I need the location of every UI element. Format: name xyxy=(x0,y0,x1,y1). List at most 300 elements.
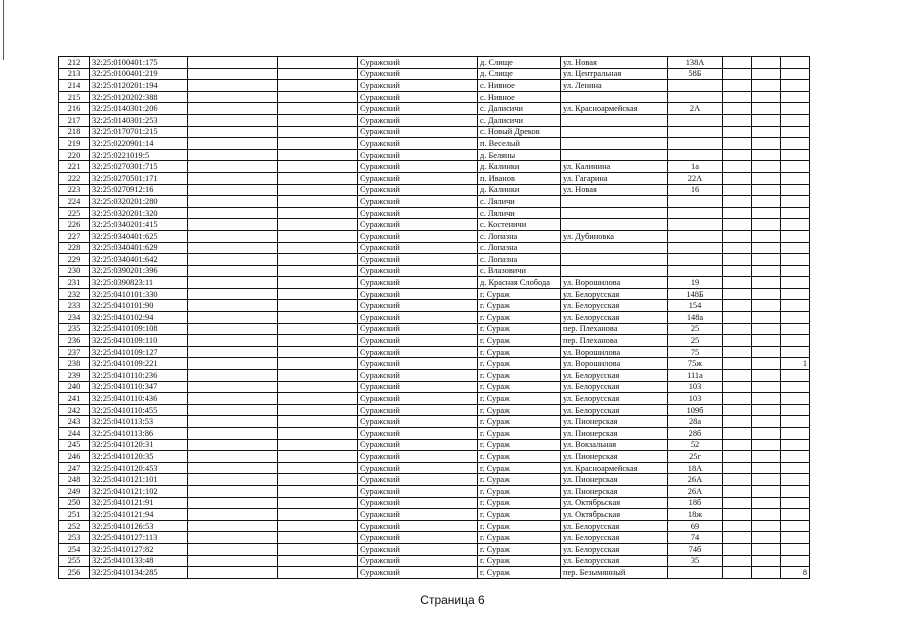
street-cell: ул. Пионерская xyxy=(561,451,668,463)
street-cell xyxy=(561,265,668,277)
district-cell: Суражский xyxy=(358,346,478,358)
row-number-cell: 223 xyxy=(59,184,90,196)
extra-count-cell xyxy=(781,230,810,242)
locality-cell: п. Веселый xyxy=(478,138,561,150)
district-cell: Суражский xyxy=(358,323,478,335)
house-number-cell xyxy=(668,114,723,126)
extra-count-cell xyxy=(781,57,810,69)
locality-cell: г. Сураж xyxy=(478,428,561,440)
district-cell: Суражский xyxy=(358,172,478,184)
district-cell: Суражский xyxy=(358,80,478,92)
row-number-cell: 247 xyxy=(59,462,90,474)
extra-count-cell xyxy=(781,114,810,126)
blank-cell xyxy=(188,312,278,324)
cadastral-number-cell: 32:25:0340401:625 xyxy=(90,230,188,242)
table-row xyxy=(59,358,810,370)
row-number-cell: 238 xyxy=(59,358,90,370)
row-number-cell: 239 xyxy=(59,370,90,382)
cadastral-number-cell: 32:25:0410121:91 xyxy=(90,497,188,509)
cadastral-number-cell: 32:25:0390201:396 xyxy=(90,265,188,277)
table-row xyxy=(59,567,810,579)
extra-cell xyxy=(752,126,781,138)
district-cell: Суражский xyxy=(358,416,478,428)
cadastral-number-cell: 32:25:0410110:455 xyxy=(90,404,188,416)
extra-count-cell xyxy=(781,103,810,115)
locality-cell: г. Сураж xyxy=(478,416,561,428)
extra-cell xyxy=(752,346,781,358)
locality-cell: г. Сураж xyxy=(478,462,561,474)
blank-cell xyxy=(188,161,278,173)
margin-rule xyxy=(3,0,4,60)
house-number-cell: 75 xyxy=(668,346,723,358)
street-cell: ул. Ленина xyxy=(561,80,668,92)
table-row xyxy=(59,149,810,161)
blank-cell xyxy=(188,207,278,219)
cadastral-number-cell: 32:25:0221019:5 xyxy=(90,149,188,161)
house-number-cell: 148а xyxy=(668,312,723,324)
blank-cell xyxy=(278,462,358,474)
extra-cell xyxy=(723,300,752,312)
extra-cell xyxy=(752,80,781,92)
house-number-cell: 111а xyxy=(668,370,723,382)
street-cell: ул. Белорусская xyxy=(561,404,668,416)
table-row xyxy=(59,114,810,126)
table-row xyxy=(59,103,810,115)
extra-cell xyxy=(752,404,781,416)
row-number-cell: 215 xyxy=(59,91,90,103)
house-number-cell: 58Б xyxy=(668,68,723,80)
district-cell: Суражский xyxy=(358,370,478,382)
locality-cell: г. Сураж xyxy=(478,312,561,324)
extra-cell xyxy=(723,57,752,69)
street-cell: ул. Дубиновка xyxy=(561,230,668,242)
extra-cell xyxy=(752,230,781,242)
extra-cell xyxy=(723,219,752,231)
cadastral-number-cell: 32:25:0410101:90 xyxy=(90,300,188,312)
blank-cell xyxy=(188,242,278,254)
street-cell: ул. Красноармейская xyxy=(561,462,668,474)
blank-cell xyxy=(278,439,358,451)
locality-cell: с. Лопазна xyxy=(478,254,561,266)
table-row xyxy=(59,230,810,242)
blank-cell xyxy=(278,207,358,219)
extra-cell xyxy=(752,381,781,393)
blank-cell xyxy=(278,172,358,184)
street-cell xyxy=(561,219,668,231)
table-row xyxy=(59,555,810,567)
locality-cell: г. Сураж xyxy=(478,393,561,405)
extra-cell xyxy=(723,555,752,567)
house-number-cell: 74б xyxy=(668,543,723,555)
blank-cell xyxy=(188,265,278,277)
row-number-cell: 218 xyxy=(59,126,90,138)
cadastral-number-cell: 32:25:0120201:194 xyxy=(90,80,188,92)
cadastral-number-cell: 32:25:0320201:280 xyxy=(90,196,188,208)
blank-cell xyxy=(278,80,358,92)
row-number-cell: 252 xyxy=(59,520,90,532)
extra-cell xyxy=(723,381,752,393)
extra-cell xyxy=(723,404,752,416)
extra-cell xyxy=(723,335,752,347)
blank-cell xyxy=(188,439,278,451)
row-number-cell: 221 xyxy=(59,161,90,173)
district-cell: Суражский xyxy=(358,567,478,579)
extra-cell xyxy=(723,161,752,173)
extra-cell xyxy=(723,323,752,335)
district-cell: Суражский xyxy=(358,312,478,324)
blank-cell xyxy=(188,485,278,497)
extra-cell xyxy=(723,497,752,509)
street-cell: ул. Вокзальная xyxy=(561,439,668,451)
house-number-cell: 109б xyxy=(668,404,723,416)
extra-cell xyxy=(723,103,752,115)
cadastral-number-cell: 32:25:0410101:330 xyxy=(90,288,188,300)
extra-cell xyxy=(752,439,781,451)
extra-count-cell: 1 xyxy=(781,358,810,370)
cadastral-number-cell: 32:25:0100401:219 xyxy=(90,68,188,80)
house-number-cell xyxy=(668,254,723,266)
blank-cell xyxy=(278,370,358,382)
page-number: Страница 6 xyxy=(420,593,485,607)
row-number-cell: 236 xyxy=(59,335,90,347)
blank-cell xyxy=(278,161,358,173)
district-cell: Суражский xyxy=(358,91,478,103)
blank-cell xyxy=(188,57,278,69)
blank-cell xyxy=(278,346,358,358)
district-cell: Суражский xyxy=(358,184,478,196)
district-cell: Суражский xyxy=(358,439,478,451)
locality-cell: г. Сураж xyxy=(478,300,561,312)
locality-cell: с. Далисичи xyxy=(478,103,561,115)
table-row xyxy=(59,172,810,184)
row-number-cell: 228 xyxy=(59,242,90,254)
extra-cell xyxy=(752,543,781,555)
cadastral-number-cell: 32:25:0410110:436 xyxy=(90,393,188,405)
street-cell: пер. Безымянный xyxy=(561,567,668,579)
cadastral-number-cell: 32:25:0410133:48 xyxy=(90,555,188,567)
house-number-cell: 52 xyxy=(668,439,723,451)
house-number-cell: 25 xyxy=(668,323,723,335)
locality-cell: с. Ляличи xyxy=(478,207,561,219)
extra-cell xyxy=(752,207,781,219)
locality-cell: г. Сураж xyxy=(478,335,561,347)
blank-cell xyxy=(278,381,358,393)
extra-cell xyxy=(723,462,752,474)
locality-cell: с. Костеничи xyxy=(478,219,561,231)
district-cell: Суражский xyxy=(358,196,478,208)
blank-cell xyxy=(278,416,358,428)
row-number-cell: 220 xyxy=(59,149,90,161)
blank-cell xyxy=(188,103,278,115)
house-number-cell: 74 xyxy=(668,532,723,544)
extra-cell xyxy=(723,543,752,555)
district-cell: Суражский xyxy=(358,520,478,532)
row-number-cell: 232 xyxy=(59,288,90,300)
extra-count-cell xyxy=(781,439,810,451)
cadastral-number-cell: 32:25:0410109:110 xyxy=(90,335,188,347)
row-number-cell: 216 xyxy=(59,103,90,115)
table-row xyxy=(59,451,810,463)
extra-count-cell xyxy=(781,219,810,231)
district-cell: Суражский xyxy=(358,68,478,80)
locality-cell: г. Сураж xyxy=(478,497,561,509)
extra-cell xyxy=(723,346,752,358)
blank-cell xyxy=(278,57,358,69)
locality-cell: г. Сураж xyxy=(478,485,561,497)
extra-cell xyxy=(723,138,752,150)
table-row xyxy=(59,300,810,312)
district-cell: Суражский xyxy=(358,254,478,266)
table-row xyxy=(59,462,810,474)
row-number-cell: 254 xyxy=(59,543,90,555)
extra-cell xyxy=(752,114,781,126)
district-cell: Суражский xyxy=(358,242,478,254)
table-row xyxy=(59,254,810,266)
row-number-cell: 250 xyxy=(59,497,90,509)
row-number-cell: 213 xyxy=(59,68,90,80)
cadastral-number-cell: 32:25:0410109:127 xyxy=(90,346,188,358)
blank-cell xyxy=(188,138,278,150)
table-row xyxy=(59,532,810,544)
blank-cell xyxy=(188,126,278,138)
district-cell: Суражский xyxy=(358,126,478,138)
locality-cell: г. Сураж xyxy=(478,532,561,544)
house-number-cell: 138А xyxy=(668,57,723,69)
table-row xyxy=(59,323,810,335)
extra-cell xyxy=(752,277,781,289)
blank-cell xyxy=(278,555,358,567)
extra-count-cell xyxy=(781,404,810,416)
row-number-cell: 241 xyxy=(59,393,90,405)
extra-cell xyxy=(723,126,752,138)
house-number-cell: 35 xyxy=(668,555,723,567)
extra-count-cell xyxy=(781,462,810,474)
extra-cell xyxy=(752,265,781,277)
blank-cell xyxy=(278,230,358,242)
district-cell: Суражский xyxy=(358,428,478,440)
table-row xyxy=(59,196,810,208)
street-cell: ул. Ворошилова xyxy=(561,277,668,289)
district-cell: Суражский xyxy=(358,300,478,312)
table-row xyxy=(59,346,810,358)
locality-cell: п. Иванов xyxy=(478,172,561,184)
extra-cell xyxy=(723,288,752,300)
district-cell: Суражский xyxy=(358,57,478,69)
extra-cell xyxy=(723,265,752,277)
blank-cell xyxy=(188,416,278,428)
cadastral-number-cell: 32:25:0140301:206 xyxy=(90,103,188,115)
row-number-cell: 242 xyxy=(59,404,90,416)
extra-cell xyxy=(752,138,781,150)
cadastral-number-cell: 32:25:0410127:82 xyxy=(90,543,188,555)
blank-cell xyxy=(188,288,278,300)
blank-cell xyxy=(278,91,358,103)
registry-table xyxy=(58,56,810,579)
blank-cell xyxy=(278,300,358,312)
blank-cell xyxy=(188,393,278,405)
locality-cell: г. Сураж xyxy=(478,358,561,370)
blank-cell xyxy=(278,474,358,486)
locality-cell: с. Нивное xyxy=(478,80,561,92)
house-number-cell: 2А xyxy=(668,103,723,115)
extra-cell xyxy=(723,242,752,254)
cadastral-number-cell: 32:25:0390823:11 xyxy=(90,277,188,289)
district-cell: Суражский xyxy=(358,161,478,173)
blank-cell xyxy=(188,80,278,92)
blank-cell xyxy=(188,323,278,335)
extra-count-cell xyxy=(781,485,810,497)
locality-cell: г. Сураж xyxy=(478,404,561,416)
extra-cell xyxy=(752,370,781,382)
extra-count-cell xyxy=(781,532,810,544)
extra-cell xyxy=(752,196,781,208)
extra-count-cell xyxy=(781,265,810,277)
blank-cell xyxy=(278,312,358,324)
house-number-cell: 25г xyxy=(668,451,723,463)
district-cell: Суражский xyxy=(358,509,478,521)
street-cell: пер. Плеханова xyxy=(561,323,668,335)
extra-cell xyxy=(752,68,781,80)
blank-cell xyxy=(188,532,278,544)
extra-count-cell xyxy=(781,381,810,393)
extra-cell xyxy=(752,451,781,463)
locality-cell: г. Сураж xyxy=(478,555,561,567)
blank-cell xyxy=(278,68,358,80)
locality-cell: с. Далисичи xyxy=(478,114,561,126)
district-cell: Суражский xyxy=(358,219,478,231)
district-cell: Суражский xyxy=(358,543,478,555)
extra-cell xyxy=(752,161,781,173)
cadastral-number-cell: 32:25:0410120:35 xyxy=(90,451,188,463)
street-cell: ул. Белорусская xyxy=(561,381,668,393)
extra-cell xyxy=(723,358,752,370)
house-number-cell xyxy=(668,207,723,219)
extra-cell xyxy=(723,196,752,208)
extra-cell xyxy=(723,532,752,544)
cadastral-number-cell: 32:25:0270501:171 xyxy=(90,172,188,184)
cadastral-number-cell: 32:25:0270912:16 xyxy=(90,184,188,196)
extra-count-cell xyxy=(781,335,810,347)
table-row xyxy=(59,474,810,486)
locality-cell: г. Сураж xyxy=(478,509,561,521)
extra-count-cell xyxy=(781,91,810,103)
extra-cell xyxy=(723,68,752,80)
cadastral-number-cell: 32:25:0140301:253 xyxy=(90,114,188,126)
extra-count-cell xyxy=(781,428,810,440)
row-number-cell: 256 xyxy=(59,567,90,579)
locality-cell: г. Сураж xyxy=(478,567,561,579)
blank-cell xyxy=(278,323,358,335)
row-number-cell: 245 xyxy=(59,439,90,451)
row-number-cell: 222 xyxy=(59,172,90,184)
street-cell: ул. Гагарина xyxy=(561,172,668,184)
blank-cell xyxy=(278,277,358,289)
street-cell: ул. Красноармейская xyxy=(561,103,668,115)
locality-cell: г. Сураж xyxy=(478,451,561,463)
street-cell xyxy=(561,149,668,161)
street-cell xyxy=(561,138,668,150)
table-row xyxy=(59,370,810,382)
house-number-cell: 25 xyxy=(668,335,723,347)
extra-cell xyxy=(752,428,781,440)
cadastral-number-cell: 32:25:0410120:31 xyxy=(90,439,188,451)
row-number-cell: 240 xyxy=(59,381,90,393)
blank-cell xyxy=(188,509,278,521)
row-number-cell: 246 xyxy=(59,451,90,463)
table-row xyxy=(59,57,810,69)
locality-cell: с. Лопазна xyxy=(478,230,561,242)
extra-cell xyxy=(752,485,781,497)
locality-cell: с. Новый Дреков xyxy=(478,126,561,138)
blank-cell xyxy=(278,114,358,126)
blank-cell xyxy=(188,196,278,208)
blank-cell xyxy=(188,68,278,80)
street-cell: ул. Ворошилова xyxy=(561,358,668,370)
extra-cell xyxy=(723,474,752,486)
table-row xyxy=(59,219,810,231)
district-cell: Суражский xyxy=(358,381,478,393)
table-row xyxy=(59,335,810,347)
cadastral-number-cell: 32:25:0410126:53 xyxy=(90,520,188,532)
blank-cell xyxy=(188,358,278,370)
extra-count-cell xyxy=(781,370,810,382)
street-cell: пер. Плеханова xyxy=(561,335,668,347)
extra-cell xyxy=(752,358,781,370)
table-row xyxy=(59,312,810,324)
blank-cell xyxy=(188,474,278,486)
district-cell: Суражский xyxy=(358,207,478,219)
house-number-cell xyxy=(668,219,723,231)
registry-rows xyxy=(59,57,810,579)
extra-cell xyxy=(723,509,752,521)
street-cell: ул. Калинина xyxy=(561,161,668,173)
table-row xyxy=(59,520,810,532)
cadastral-number-cell: 32:25:0410127:113 xyxy=(90,532,188,544)
cadastral-number-cell: 32:25:0410113:53 xyxy=(90,416,188,428)
extra-count-cell xyxy=(781,312,810,324)
extra-cell xyxy=(752,149,781,161)
table-row xyxy=(59,68,810,80)
extra-cell xyxy=(752,532,781,544)
row-number-cell: 225 xyxy=(59,207,90,219)
extra-count-cell xyxy=(781,80,810,92)
district-cell: Суражский xyxy=(358,404,478,416)
row-number-cell: 237 xyxy=(59,346,90,358)
extra-cell xyxy=(723,277,752,289)
blank-cell xyxy=(278,451,358,463)
extra-cell xyxy=(752,416,781,428)
extra-cell xyxy=(752,474,781,486)
table-row xyxy=(59,381,810,393)
extra-count-cell xyxy=(781,300,810,312)
house-number-cell: 22А xyxy=(668,172,723,184)
extra-cell xyxy=(723,451,752,463)
blank-cell xyxy=(188,543,278,555)
blank-cell xyxy=(278,485,358,497)
blank-cell xyxy=(278,567,358,579)
cadastral-number-cell: 32:25:0270301:715 xyxy=(90,161,188,173)
extra-cell xyxy=(752,242,781,254)
blank-cell xyxy=(188,91,278,103)
row-number-cell: 233 xyxy=(59,300,90,312)
locality-cell: г. Сураж xyxy=(478,288,561,300)
extra-count-cell xyxy=(781,277,810,289)
extra-cell xyxy=(752,254,781,266)
blank-cell xyxy=(188,230,278,242)
house-number-cell: 18б xyxy=(668,497,723,509)
house-number-cell: 103 xyxy=(668,393,723,405)
extra-cell xyxy=(752,57,781,69)
